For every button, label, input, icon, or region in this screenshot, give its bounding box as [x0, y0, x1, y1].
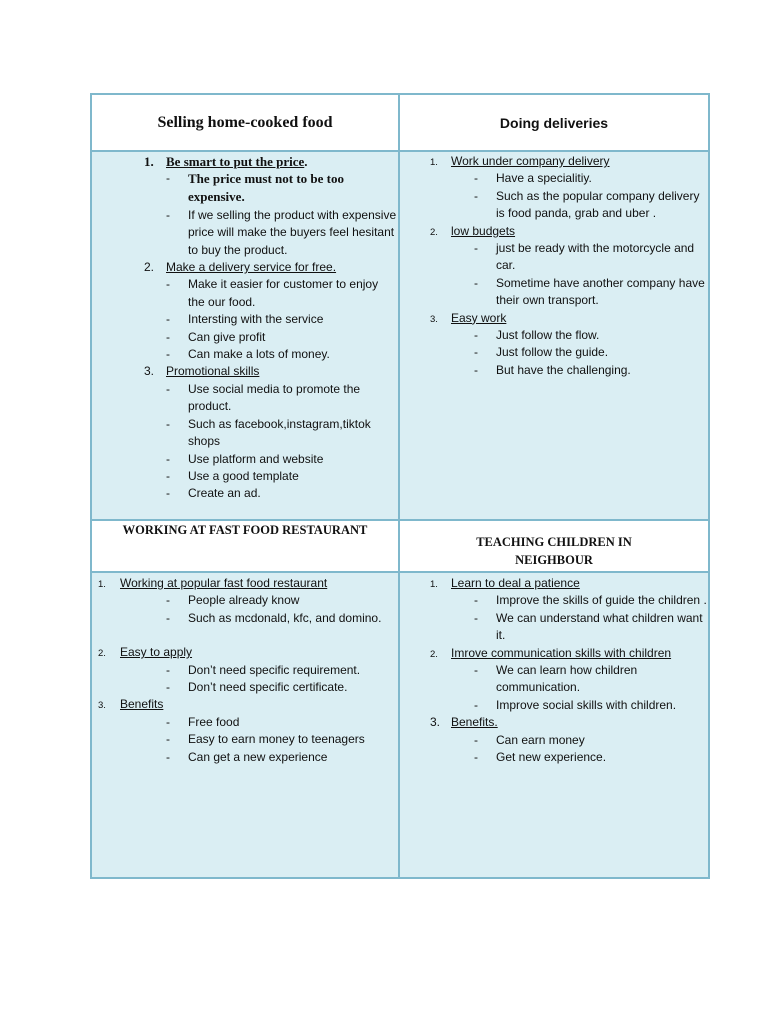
list-item: [92, 696, 398, 766]
dash-bullet: -: [166, 610, 170, 625]
sub-item-text: just be ready with the motorcycle and car.: [496, 241, 695, 273]
sub-item-text: Can give profit: [188, 329, 266, 344]
title-cell-fast-food: [92, 519, 400, 573]
dash-bullet: -: [166, 593, 170, 608]
item-heading: low budgets: [451, 223, 516, 238]
content-fast-food: [92, 573, 400, 877]
item-heading: Promotional skills: [166, 364, 260, 379]
sub-item-text: Can get a new experience: [188, 749, 328, 764]
sub-item: [474, 610, 708, 645]
sub-item: [474, 240, 708, 275]
dash-bullet: -: [474, 610, 478, 625]
item-number: 2.: [430, 648, 438, 660]
sub-item-text: Use platform and website: [188, 451, 324, 466]
title-cell-home-cooked: [92, 95, 400, 152]
sub-item-text: Have a specialitiy.: [496, 171, 592, 186]
list-item: [92, 575, 398, 627]
list-item: [400, 310, 708, 380]
dash-bullet: -: [166, 381, 170, 396]
sub-item-text: Intersting with the service: [188, 312, 324, 327]
sub-item-text: Get new experience.: [496, 750, 607, 765]
list-item: [92, 259, 398, 363]
item-number: 1.: [98, 579, 106, 590]
sub-item: [166, 714, 398, 731]
sub-item: [166, 416, 398, 451]
dash-bullet: -: [166, 329, 170, 344]
sub-item: [166, 749, 398, 766]
item-number: 1.: [430, 157, 438, 168]
item-number: 1.: [430, 579, 438, 590]
dash-bullet: -: [166, 207, 170, 222]
sub-item-text: We can learn how children communication.: [496, 663, 638, 695]
item-heading: Working at popular fast food restaurant: [120, 576, 328, 590]
sub-item-text: Just follow the flow.: [496, 328, 600, 343]
title-teaching-line2: NEIGHBOUR: [515, 553, 593, 567]
sub-item-text: Improve the skills of guide the children .: [496, 593, 707, 608]
item-number: 3.: [144, 364, 155, 379]
item-heading: Easy to apply: [120, 645, 193, 660]
sub-item: [474, 344, 708, 361]
sub-item-text: Such as facebook,instagram,tiktok shops: [188, 416, 371, 449]
sub-item: [166, 381, 398, 416]
dash-bullet: -: [166, 468, 170, 483]
sub-item-text: The price must not to be too expensive.: [188, 171, 344, 205]
list-item: [92, 363, 398, 502]
sub-item-text: Create an ad.: [188, 486, 261, 501]
item-number: 3.: [430, 715, 441, 730]
item-number: 2.: [144, 260, 155, 275]
dash-bullet: -: [166, 486, 170, 501]
content-row-bottom: [92, 573, 708, 877]
title-home-cooked: Selling home-cooked food: [157, 113, 333, 131]
sub-item-text: Use a good template: [188, 468, 299, 483]
list-item: [400, 645, 708, 715]
sub-item-text: Just follow the guide.: [496, 345, 609, 360]
dash-bullet: -: [474, 171, 478, 186]
sub-item-text: Use social media to promote the product.: [188, 381, 361, 414]
sub-item: [166, 170, 398, 207]
sub-item: [166, 276, 398, 311]
sub-item-text: Easy to earn money to teenagers: [188, 732, 365, 747]
dash-bullet: -: [166, 416, 170, 431]
list-item: [400, 575, 708, 645]
sub-item: [474, 697, 708, 714]
sub-item: [474, 362, 708, 379]
sub-item: [474, 592, 708, 609]
item-number: 1.: [144, 154, 154, 169]
header-row-bottom: [92, 519, 708, 573]
list-item: [400, 714, 708, 766]
list-item: [92, 153, 398, 259]
sub-item: [166, 311, 398, 328]
title-cell-teaching: [400, 519, 708, 573]
item-number: 2.: [430, 226, 438, 238]
sub-item-text: Don’t need specific certificate.: [188, 680, 348, 695]
sub-item: [166, 679, 398, 696]
dash-bullet: -: [166, 680, 170, 695]
dash-bullet: -: [474, 750, 478, 765]
sub-item: [166, 662, 398, 679]
dash-bullet: -: [166, 347, 170, 362]
item-number: 3.: [98, 700, 106, 712]
title-cell-deliveries: [400, 95, 708, 152]
dash-bullet: -: [166, 451, 170, 466]
sub-item-text: People already know: [188, 593, 300, 608]
sub-item: [474, 170, 708, 187]
sub-item-text: We can understand what children want it.: [496, 610, 703, 643]
dash-bullet: -: [474, 593, 478, 608]
sub-item-text: Such as the popular company delivery is food panda, grab and uber .: [496, 188, 700, 221]
sub-item-text: If we selling the product with expensive price will make the buyers feel hesitant to buy the product.: [188, 207, 397, 257]
title-deliveries: Doing deliveries: [499, 114, 609, 131]
dash-bullet: -: [474, 275, 478, 290]
item-heading: Easy work: [451, 310, 507, 325]
sub-item-text: But have the challenging.: [496, 362, 631, 377]
sub-item: [166, 207, 398, 259]
sub-item-text: Such as mcdonald, kfc, and domino.: [188, 610, 382, 625]
dash-bullet: -: [474, 732, 478, 747]
sub-item: [474, 188, 708, 223]
dash-bullet: -: [474, 345, 478, 360]
dash-bullet: -: [474, 328, 478, 343]
item-number: 3.: [430, 313, 438, 325]
dash-bullet: -: [474, 697, 478, 712]
item-number: 2.: [98, 648, 106, 660]
sub-item: [474, 327, 708, 344]
sub-item-text: Improve social skills with children.: [496, 697, 677, 712]
sub-item: [166, 346, 398, 363]
dash-bullet: -: [166, 312, 170, 327]
dash-bullet: -: [474, 188, 478, 203]
title-teaching-line1: TEACHING CHILDREN IN: [476, 535, 632, 549]
list-item: [400, 223, 708, 310]
sub-item: [474, 275, 708, 310]
sub-item: [166, 610, 398, 627]
dash-bullet: -: [474, 362, 478, 377]
dash-bullet: -: [166, 662, 170, 677]
sub-item: [166, 731, 398, 748]
item-heading: Imrove communication skills with children: [451, 645, 672, 660]
content-home-cooked: [92, 152, 400, 519]
item-heading: Make a delivery service for free.: [166, 260, 337, 275]
dash-bullet: -: [166, 171, 170, 185]
sub-item: [166, 485, 398, 502]
item-heading: Benefits.: [451, 715, 498, 730]
item-heading-tail: .: [304, 154, 308, 169]
dash-bullet: -: [166, 749, 170, 764]
item-heading: Learn to deal a patience: [451, 576, 580, 590]
sub-item: [166, 329, 398, 346]
dash-bullet: -: [474, 241, 478, 256]
sub-item-text: Don’t need specific requirement.: [188, 662, 361, 677]
sub-item-text: Make it easier for customer to enjoy the our food.: [188, 277, 379, 309]
list-item: [92, 644, 398, 696]
header-row-top: [92, 95, 708, 152]
item-heading: Work under company delivery: [451, 154, 610, 168]
title-fast-food: WORKING AT FAST FOOD RESTAURANT: [122, 523, 368, 537]
content-row-top: [92, 152, 708, 519]
sub-item-text: Free food: [188, 714, 240, 729]
sub-item: [474, 749, 708, 766]
sub-item: [474, 662, 708, 697]
sub-item: [166, 592, 398, 609]
ideas-table: [90, 93, 710, 879]
list-item: [400, 153, 708, 223]
sub-item-text: Can earn money: [496, 732, 585, 747]
item-heading: Benefits: [120, 697, 164, 712]
dash-bullet: -: [166, 714, 170, 729]
sub-item-text: Sometime have another company have their own transport.: [496, 275, 705, 308]
content-deliveries: [400, 152, 708, 519]
sub-item-text: Can make a lots of money.: [188, 347, 330, 362]
sub-item: [166, 451, 398, 468]
sub-item: [474, 732, 708, 749]
dash-bullet: -: [166, 732, 170, 747]
dash-bullet: -: [166, 277, 170, 292]
item-heading: Be smart to put the price: [166, 154, 305, 169]
sub-item: [166, 468, 398, 485]
dash-bullet: -: [474, 663, 478, 678]
content-teaching: [400, 573, 708, 877]
